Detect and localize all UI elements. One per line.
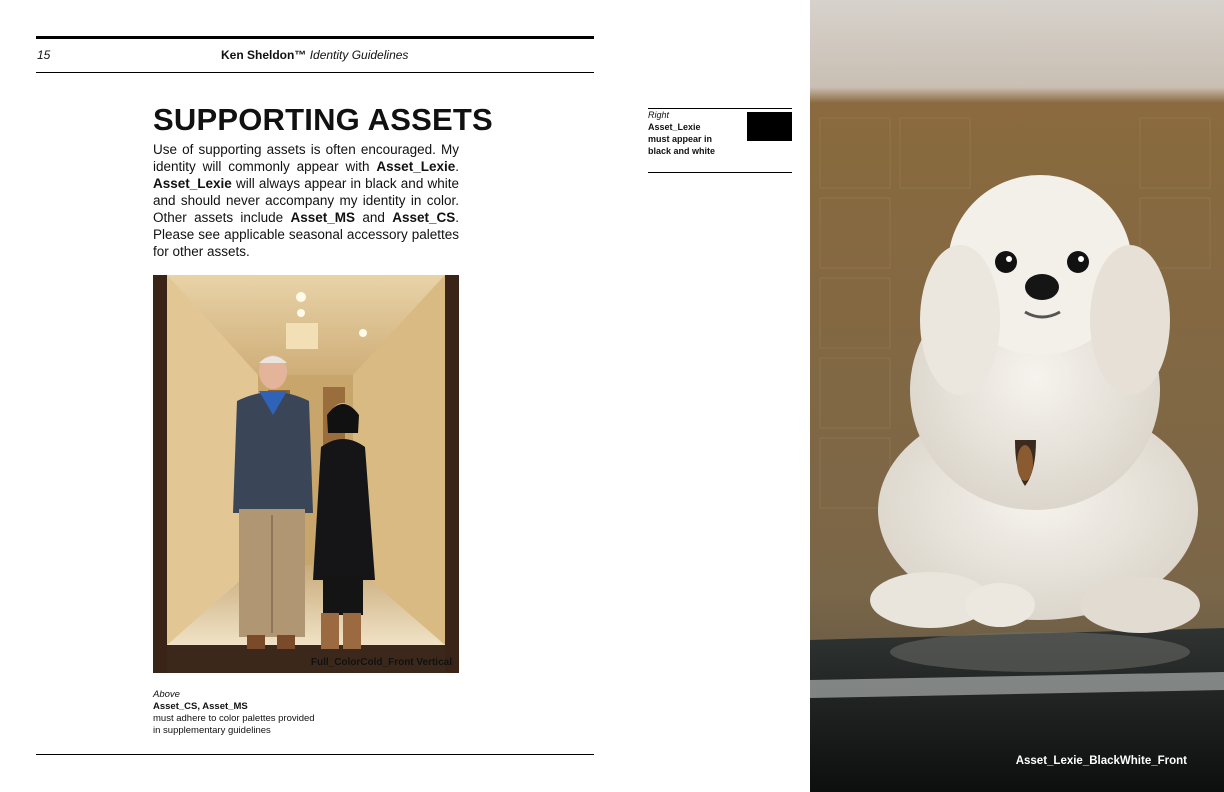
right-note-asset: Asset_Lexie	[648, 122, 701, 132]
above-note-assets: Asset_CS, Asset_MS	[153, 701, 248, 712]
intro-asset-name: Asset_Lexie	[376, 159, 456, 174]
photo-caption: Full_ColorCold_Front Vertical	[310, 657, 452, 668]
header-bottom-rule	[36, 72, 594, 73]
section-title: SUPPORTING ASSETS	[153, 102, 493, 137]
page-number: 15	[37, 48, 51, 62]
above-note-line1: must adhere to color palettes provided	[153, 713, 315, 724]
intro-text: Use of supporting assets is often encouraged. My identity will commonly appear with	[153, 142, 459, 174]
right-note-label: Right	[648, 110, 670, 120]
document-title-brand: Ken Sheldon™	[221, 48, 307, 62]
intro-text: .	[455, 159, 459, 174]
black-color-swatch	[747, 112, 792, 141]
document-title	[221, 48, 408, 62]
above-note-label: Above	[153, 689, 180, 700]
right-note-bottom-rule	[648, 172, 792, 173]
intro-asset-name: Asset_MS	[290, 210, 356, 225]
dog-photo	[810, 0, 1224, 792]
intro-asset-name: Asset_Lexie	[153, 176, 232, 191]
header-top-rule	[36, 36, 594, 39]
document-title-subtitle: Identity Guidelines	[309, 48, 409, 62]
right-note-line1: must appear in	[648, 134, 713, 144]
hallway-illustration	[153, 275, 459, 673]
dog-photo-caption: Asset_Lexie_BlackWhite_Front	[1015, 755, 1187, 767]
dog-illustration	[810, 0, 1224, 792]
above-note-line2: in supplementary guidelines	[153, 725, 271, 736]
intro-text: and	[355, 210, 393, 225]
intro-paragraph	[153, 141, 459, 260]
footer-rule	[36, 754, 594, 755]
right-note-line2: black and white	[648, 146, 716, 156]
intro-text: will always appear in black and white and should never accompany my identity in color. Other assets include	[153, 176, 459, 225]
intro-text: . Please see applicable seasonal accessory palettes for other assets.	[153, 210, 459, 259]
above-note	[153, 689, 315, 737]
couple-photo	[153, 275, 459, 673]
intro-asset-name: Asset_CS	[392, 210, 456, 225]
